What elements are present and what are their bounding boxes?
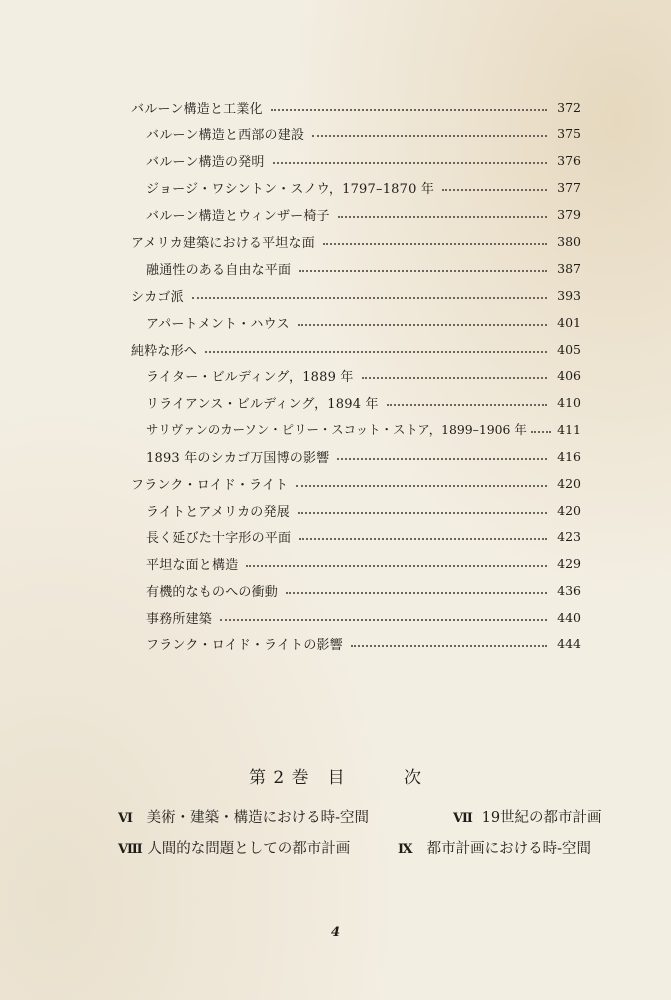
- toc-entry-title: 平坦な面と構造: [146, 557, 239, 573]
- toc-entry-page: 380: [557, 233, 581, 249]
- toc-entry-page: 387: [557, 260, 581, 276]
- toc-entry-title: 有機的なものへの衝動: [146, 584, 279, 600]
- toc-entry-page: 410: [557, 394, 581, 410]
- toc-entry: [0, 228, 671, 254]
- toc-entry: [0, 443, 671, 469]
- toc-leader-dots: [299, 538, 547, 540]
- volume-2-item-title: 都市計画における時-空間: [426, 841, 592, 857]
- toc-entry-title: フランク・ロイド・ライト: [131, 477, 289, 493]
- toc-entry: [0, 94, 671, 120]
- toc-entry: [0, 550, 671, 576]
- toc-entry-title: ジョージ・ワシントン・スノウ，1797–1870 年: [146, 181, 435, 197]
- toc-leader-dots: [271, 109, 547, 111]
- toc-entry-page: 393: [557, 287, 581, 303]
- toc-leader-dots: [351, 645, 547, 647]
- toc-entry: [0, 201, 671, 227]
- toc-entry-title: アメリカ建築における平坦な面: [131, 235, 315, 251]
- toc-entry-page: 405: [557, 341, 581, 357]
- toc-entry: [0, 577, 671, 603]
- toc-leader-dots: [362, 377, 547, 379]
- toc-entry-title: シカゴ派: [131, 289, 184, 305]
- toc-entry-page: 406: [557, 367, 581, 383]
- toc-entry-page: 420: [557, 502, 581, 518]
- toc-entry-title: バルーン構造とウィンザー椅子: [146, 208, 330, 224]
- toc-entry-title: 1893 年のシカゴ万国博の影響: [146, 450, 330, 466]
- toc-entry: [0, 255, 671, 281]
- toc-entry: [0, 604, 671, 630]
- toc-entry-page: 377: [557, 179, 581, 195]
- volume-2-contents-heading: [0, 763, 671, 788]
- toc-entry: [0, 630, 671, 656]
- toc-leader-dots: [286, 592, 547, 594]
- toc-entry-title: フランク・ロイド・ライトの影響: [146, 637, 343, 653]
- toc-leader-dots: [338, 216, 547, 218]
- toc-entry-page: 440: [557, 609, 581, 625]
- toc-leader-dots: [205, 351, 547, 353]
- toc-entry-page: 429: [557, 555, 581, 571]
- toc-entry: [0, 309, 671, 335]
- toc-entry: [0, 174, 671, 200]
- toc-leader-dots: [323, 243, 547, 245]
- toc-entry: [0, 523, 671, 549]
- toc-entry-page: 436: [557, 582, 581, 598]
- toc-entry: [0, 147, 671, 173]
- toc-entry: [0, 389, 671, 415]
- toc-entry-title: サリヴァンのカーソン・ピリー・スコット・ストア，1899–1906 年: [146, 422, 527, 437]
- volume-2-item: [118, 837, 350, 858]
- toc-leader-dots: [337, 458, 547, 460]
- toc-entry: [0, 336, 671, 362]
- toc-leader-dots: [273, 162, 547, 164]
- toc-leader-dots: [246, 565, 547, 567]
- toc-entry-page: 444: [557, 635, 581, 651]
- toc-leader-dots: [192, 297, 547, 299]
- volume-2-item: [118, 806, 369, 827]
- volume-2-item-title: 美術・建築・構造における時-空間: [146, 810, 370, 826]
- toc-leader-dots: [531, 431, 551, 433]
- toc-entry-page: 420: [557, 475, 581, 491]
- toc-leader-dots: [298, 324, 547, 326]
- toc-entry-page: 416: [557, 448, 581, 464]
- toc-leader-dots: [299, 270, 547, 272]
- toc-entry: [0, 416, 671, 442]
- toc-entry: [0, 362, 671, 388]
- volume-2-item-number: Ⅸ: [398, 842, 413, 857]
- toc-entry-title: 事務所建築: [146, 611, 213, 627]
- toc-entry-title: ライター・ビルディング，1889 年: [146, 369, 354, 385]
- toc-leader-dots: [296, 485, 547, 487]
- toc-entry: [0, 497, 671, 523]
- toc-entry-title: 長く延びた十字形の平面: [146, 530, 292, 546]
- toc-entry-title: アパートメント・ハウス: [146, 316, 290, 332]
- toc-entry-page: 411: [557, 421, 581, 437]
- toc-leader-dots: [442, 189, 547, 191]
- toc-leader-dots: [387, 404, 547, 406]
- volume-2-heading-main: 第 2 巻 目: [248, 768, 346, 788]
- toc-entry-page: 423: [557, 528, 581, 544]
- toc-entry: [0, 470, 671, 496]
- volume-2-heading-tail: 次: [404, 768, 423, 788]
- volume-2-item-title: 19世紀の都市計画: [481, 810, 602, 826]
- toc-entry-title: バルーン構造の発明: [146, 154, 265, 170]
- toc-entry-title: リライアンス・ビルディング，1894 年: [146, 396, 379, 412]
- toc-entry-title: 純粋な形へ: [131, 343, 198, 359]
- volume-2-item-number: Ⅷ: [118, 842, 143, 857]
- volume-2-item-number: Ⅶ: [453, 811, 473, 826]
- toc-leader-dots: [298, 512, 547, 514]
- volume-2-item-title: 人間的な問題としての都市計画: [147, 841, 351, 857]
- toc-entry-title: バルーン構造と西部の建設: [146, 127, 305, 143]
- toc-entry-title: ライトとアメリカの発展: [146, 504, 290, 520]
- toc-leader-dots: [312, 135, 547, 137]
- toc-entry: [0, 120, 671, 146]
- toc-entry: [0, 282, 671, 308]
- volume-2-item-number: Ⅵ: [118, 811, 133, 826]
- toc-entry-page: 375: [557, 125, 581, 141]
- toc-entry-page: 376: [557, 152, 581, 168]
- toc-entry-page: 372: [557, 99, 581, 115]
- toc-entry-title: 融通性のある自由な平面: [146, 262, 292, 278]
- toc-entry-page: 379: [557, 206, 581, 222]
- toc-entry-page: 401: [557, 314, 581, 330]
- volume-2-item: [398, 837, 591, 858]
- volume-2-item: [453, 806, 602, 827]
- toc-entry-title: バルーン構造と工業化: [131, 101, 263, 117]
- page-number: 4: [330, 925, 341, 940]
- toc-leader-dots: [220, 619, 547, 621]
